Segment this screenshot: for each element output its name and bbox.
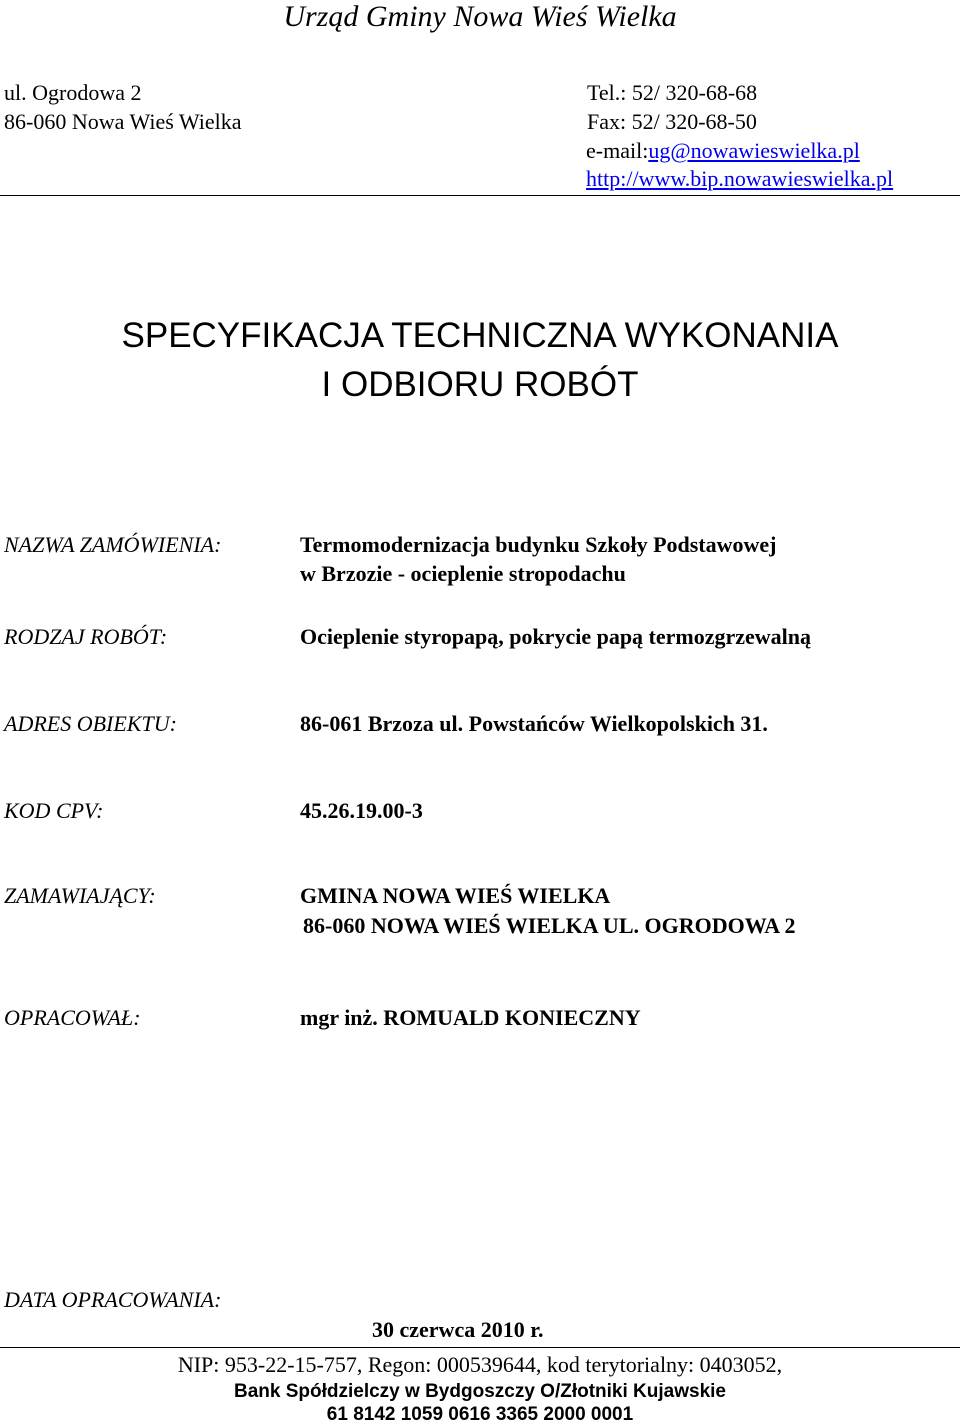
cpv-label: KOD CPV: [4, 798, 104, 823]
office-street: ul. Ogrodowa 2 [4, 80, 142, 105]
document-title-line2: I ODBIORU ROBÓT [321, 365, 639, 404]
office-website-row [586, 166, 893, 192]
email-link[interactable]: ug@nowawieswielka.pl [648, 138, 860, 163]
client-line2: 86-060 NOWA WIEŚ WIELKA UL. OGRODOWA 2 [303, 913, 796, 938]
cpv-value: 45.26.19.00-3 [300, 798, 423, 823]
author-value: mgr inż. ROMUALD KONIECZNY [300, 1005, 641, 1030]
bank-account: 61 8142 1059 0616 3365 2000 0001 [326, 1404, 634, 1425]
client-label: ZAMAWIAJĄCY: [4, 883, 156, 908]
order-name-label: NAZWA ZAMÓWIENIA: [4, 532, 222, 557]
date-value: 30 czerwca 2010 r. [372, 1317, 544, 1342]
registry-info: NIP: 953-22-15-757, Regon: 000539644, kod terytorialny: 0403052, [177, 1352, 783, 1377]
work-type-label: RODZAJ ROBÓT: [4, 624, 168, 649]
office-name: Urząd Gminy Nowa Wieś Wielka [283, 0, 677, 33]
author-label: OPRACOWAŁ: [4, 1005, 141, 1030]
address-value: 86-061 Brzoza ul. Powstańców Wielkopolskich 31. [300, 711, 768, 736]
order-name-line1: Termomodernizacja budynku Szkoły Podstawowej [300, 532, 777, 557]
office-fax: Fax: 52/ 320-68-50 [587, 109, 757, 134]
bank-name: Bank Spółdzielczy w Bydgoszczy O/Złotniki Kujawskie [233, 1381, 726, 1402]
date-label: DATA OPRACOWANIA: [4, 1287, 222, 1312]
office-email-row [586, 138, 860, 164]
website-link[interactable]: http://www.bip.nowawieswielka.pl [586, 166, 894, 191]
footer-divider [0, 1347, 960, 1348]
document-title-line1: SPECYFIKACJA TECHNICZNA WYKONANIA [121, 316, 839, 355]
office-tel: Tel.: 52/ 320-68-68 [587, 80, 758, 105]
email-prefix: e-mail: [586, 138, 649, 163]
header-divider [0, 195, 960, 196]
address-label: ADRES OBIEKTU: [4, 711, 177, 736]
client-line1: GMINA NOWA WIEŚ WIELKA [300, 883, 611, 908]
order-name-line2: w Brzozie - ocieplenie stropodachu [300, 561, 626, 586]
office-city: 86-060 Nowa Wieś Wielka [4, 109, 242, 134]
work-type-value: Ocieplenie styropapą, pokrycie papą termozgrzewalną [300, 624, 812, 649]
